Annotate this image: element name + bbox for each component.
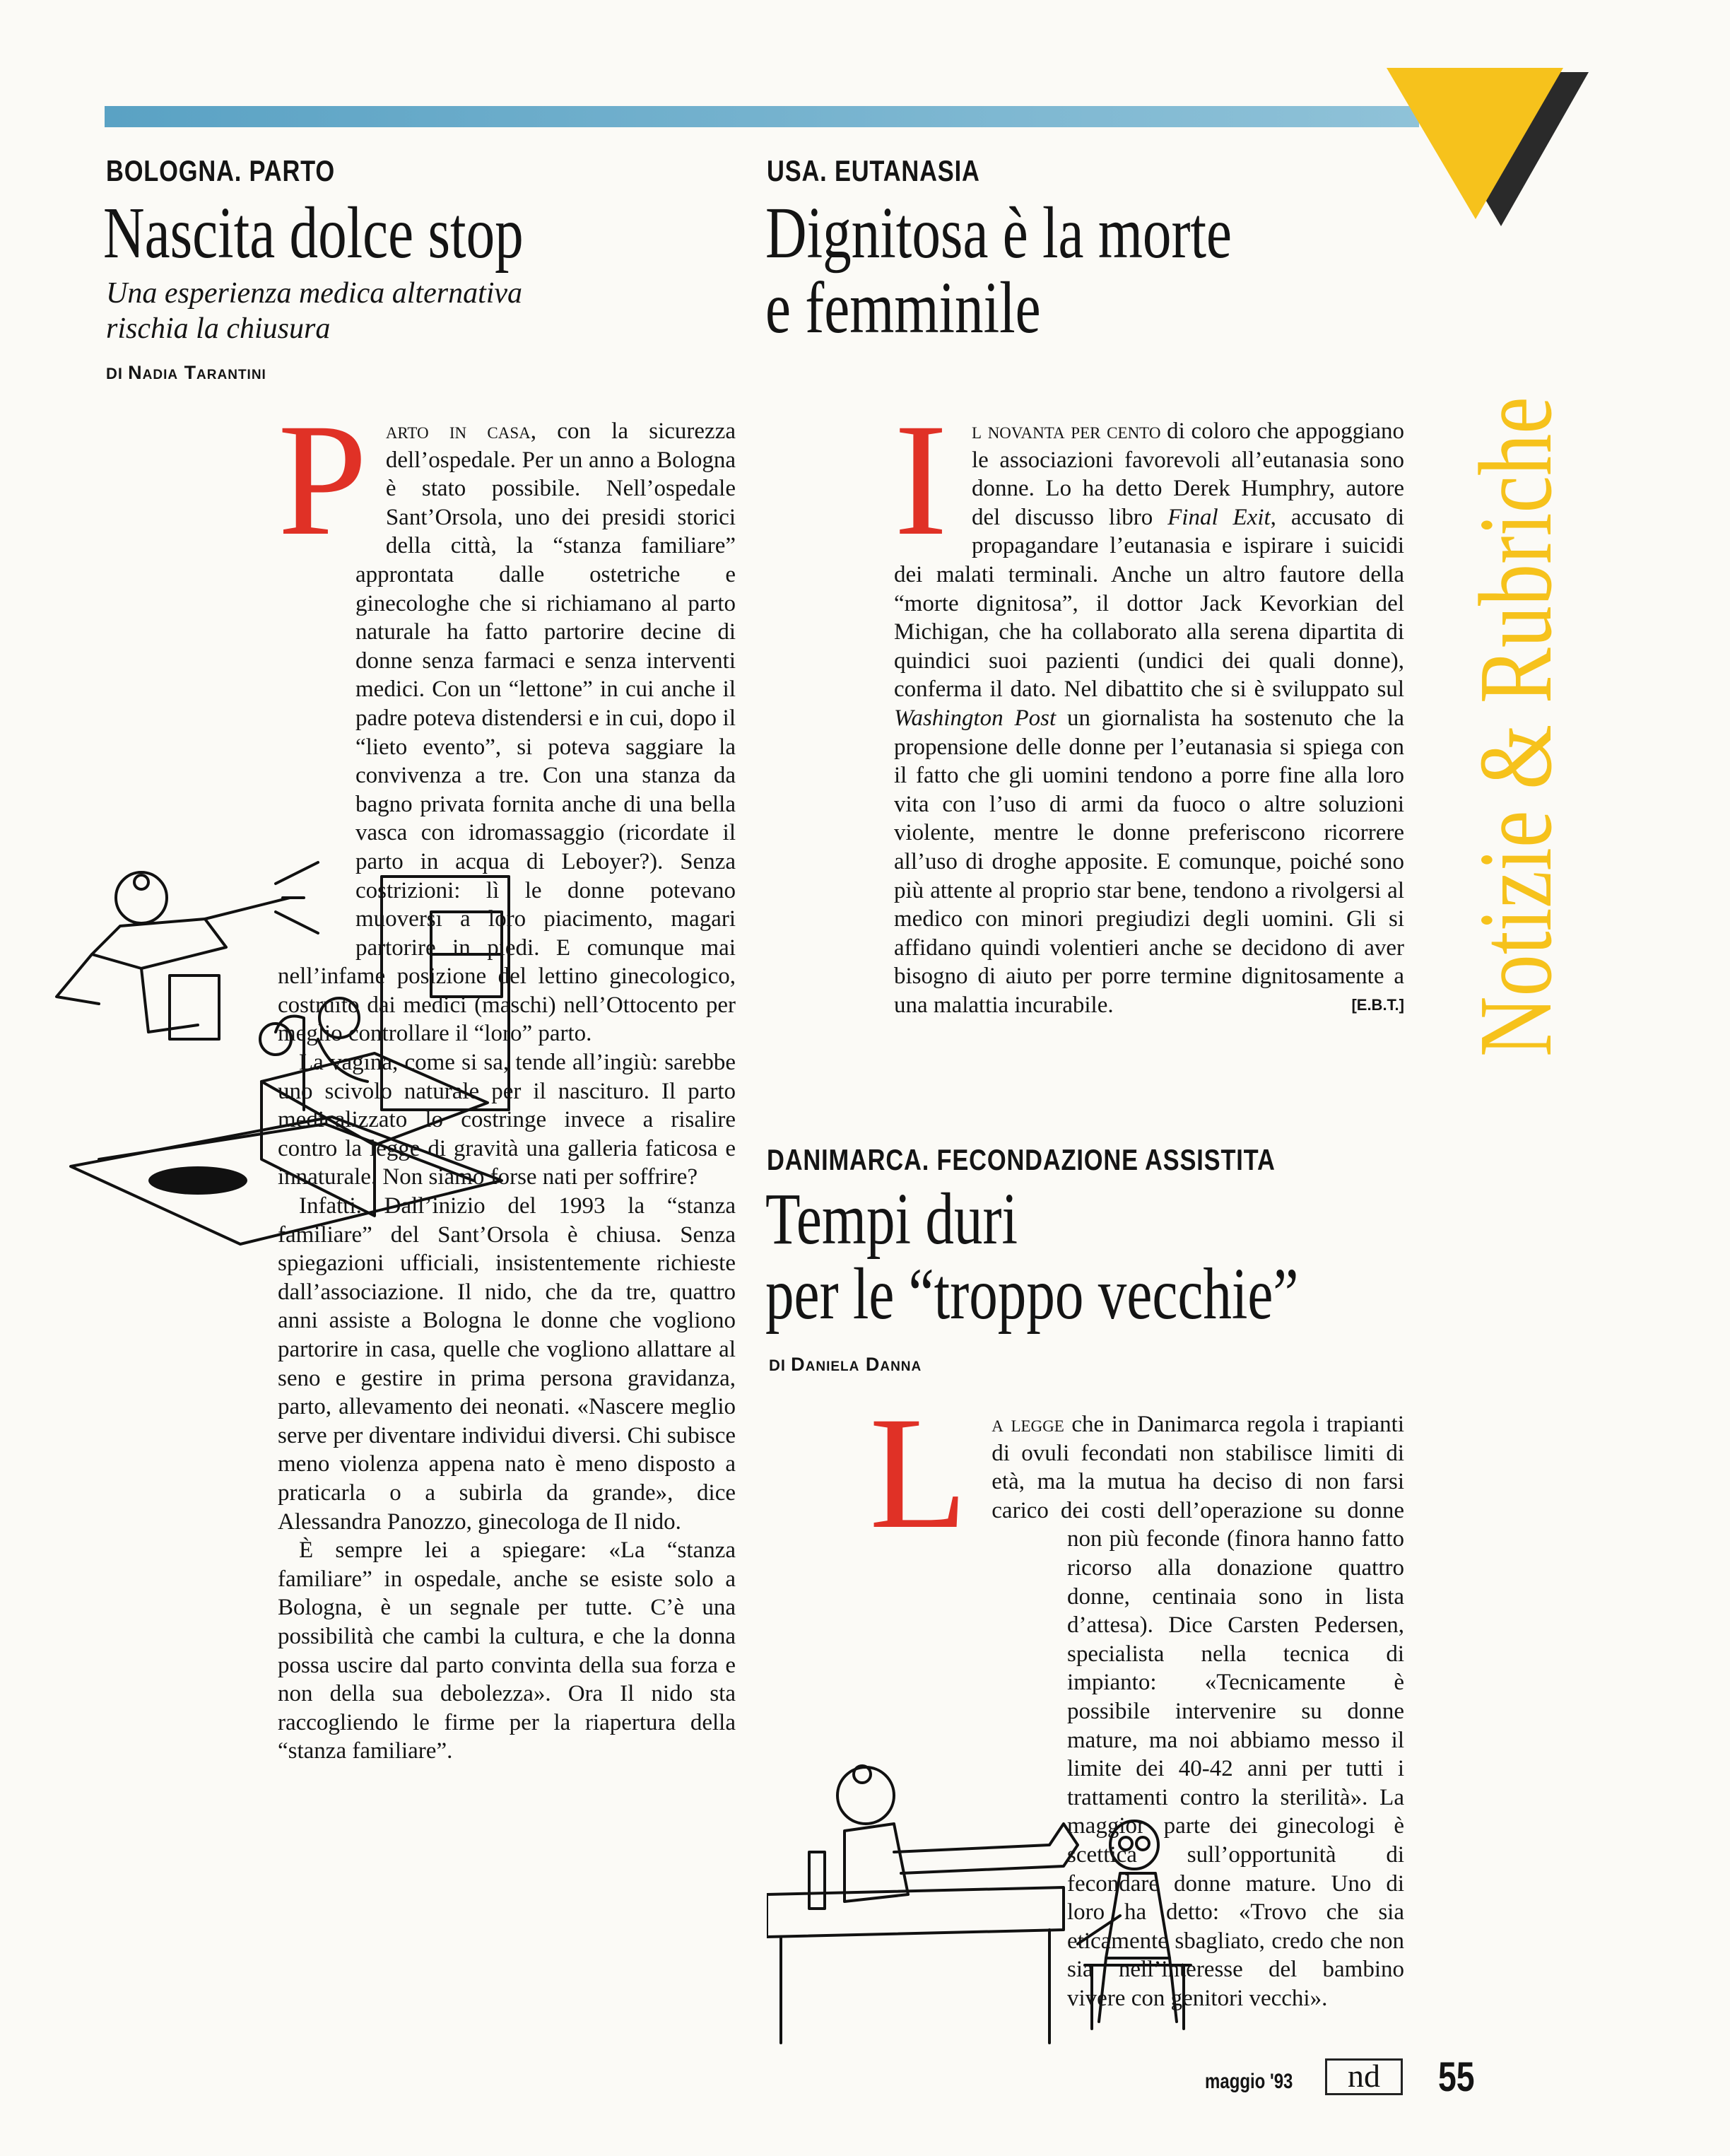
article3-illustration-space [767,1795,1067,2078]
article1-byline: DI Nadia Tarantini [106,362,266,383]
magazine-logo: nd [1325,2058,1403,2095]
article3-kicker: DANIMARCA. FECONDAZIONE ASSISTITA [767,1143,1276,1176]
section-tab-title: Notizie & Rubriche [1458,397,1574,1057]
article2-kicker: USA. EUTANASIA [767,154,980,187]
article3-body: L a legge che in Danimarca regola i trapianti di ovuli fecondati non stabilisce limiti di età, ma la mutua ha deciso di non farsi carico dei costi dell’operazione su donne non più feconde (finora hanno fatto ricorso alla donazione quattro donne, centinaia sono in lista d’attesa). Dice Carsten Pedersen, specialista nella tecnica di impianto: «Tecnicamente è possibile intervenire su donne mature, ma noi abbiamo messo il limite dei 40-42 anni per tutti i trattamenti contro la sterilità». La maggior parte dei ginecologi è scettica sull’opportunità di fecondare donne mature. Uno di loro ha detto: «Trovo che sia eticamente sbagliato, credo che non sia nell’interesse del bambino vivere con genitori vecchi». [869,1410,1404,2078]
article1-subtitle: Una esperienza medica alternativa rischia la chiusura [106,277,523,345]
article2-title: Dignitosa è la morte e femminile [765,192,1232,348]
article1-title: Nascita dolce stop [103,192,524,274]
article2-dropcap: I [894,391,948,569]
top-color-bar [105,106,1419,127]
article1-illustration-space [101,540,355,957]
article3-dropcap: L [869,1384,968,1562]
article2-body: I l novanta per cento di coloro che appoggiano le associazioni favorevoli all’eutanasia sono donne. Lo ha detto Derek Humphry, autore del discusso libro Final Exit, accusato di propagandare l’eutanasia e ispirare i suicidi dei malati terminali. Anche un altro fautore della “morte dignitosa”, il dottor Jack Kevorkian del Michigan, che ha collaborato alla serena dipartita di quindici suoi pazienti (undici dei quali donne), conferma il dato. Nel dibattito che si è sviluppato sul Washington Post un giornalista ha sostenuto che la propensione delle donne per l’eutanasia si spiega con il fatto che gli uomini tendono a porre fine alla loro vita con l’uso di armi da fuoco o altre soluzioni violente, mentre le donne preferiscono ricorrere all’uso di droghe apposite. E comunque, poiché sono più attente al proprio star bene, tendono a rivolgersi al medico con minori pregiudizi degli uomini. Gli si affidano quindi volentieri anche se decidono di aver bisogno di aiuto per porre termine dignitosamente a una malattia incurabile. [E.B.T.] [894,417,1404,1019]
section-triangle-icon [1384,68,1594,235]
page-number: 55 [1438,2054,1475,2100]
article3-byline: DI Daniela Danna [769,1354,922,1375]
article2-signature: [E.B.T.] [1351,995,1404,1014]
article1-kicker: BOLOGNA. PARTO [106,154,336,187]
footer-issue-date: maggio '93 [1205,2070,1293,2093]
article1-body: P arto in casa, con la sicurezza dell’ospedale. Per un anno a Bologna è stato possibile. Nell’ospedale Sant’Orsola, uno dei presidi storici della città, la “stanza familiare” approntata dalle ostetriche e ginecologhe che si richiamano al parto naturale ha fatto partorire decine di donne senza farmaci e senza interventi medici. Con un “lettone” in cui anche il padre poteva distendersi e in cui, dopo il “lieto evento”, si poteva saggiare la convivenza a tre. Con una stanza da bagno privata fornita anche di una bella vasca con idromassaggio (ricordate il parto in acqua di Leboyer?). Senza costrizioni: lì le donne potevano muoversi a loro piacimento, magari partorire in piedi. E comunque mai nell’infame posizione del lettino ginecologico, costruito dai medici (maschi) nell’Ottocento per meglio controllare il “loro” parto. La vagina, come si sa, tende all’ingiù: sarebbe uno scivolo naturale per il nascituro. Il parto medicalizzato lo costringe invece a risalire contro la legge di gravità una galleria faticosa e innaturale. Non siamo forse nati per soffrire? Infatti. Dall’inizio del 1993 la “stanza familiare” del Sant’Orsola è chiusa. Senza spiegazioni ufficiali, insistentemente richieste dall’associazione. Il nido, che da tre, quattro anni assiste a Bologna le donne che vogliono partorire in casa, quelle che vogliono allattare al seno e gestire in prima persona gravidanza, parto, allevamento dei neonati. «Nascere meglio serve per diventare individui diversi. Chi subisce meno violenza appena nato è meno disposto a praticarla o a subirla da grande», dice Alessandra Panozzo, ginecologa de Il nido. È sempre lei a spiegare: «La “stanza familiare” in ospedale, anche se esiste solo a Bologna, è un segnale per tutte. C’è una possibilità che cambi la cultura, e che la donna possa uscire dal parto convinta della sua forza e non della sua debolezza». Ora Il nido sta raccogliendo le firme per la riapertura della “stanza familiare”. [278,417,736,1766]
article1-dropcap: P [278,391,367,569]
article3-title: Tempi duri per le “troppo vecchie” [765,1178,1299,1335]
